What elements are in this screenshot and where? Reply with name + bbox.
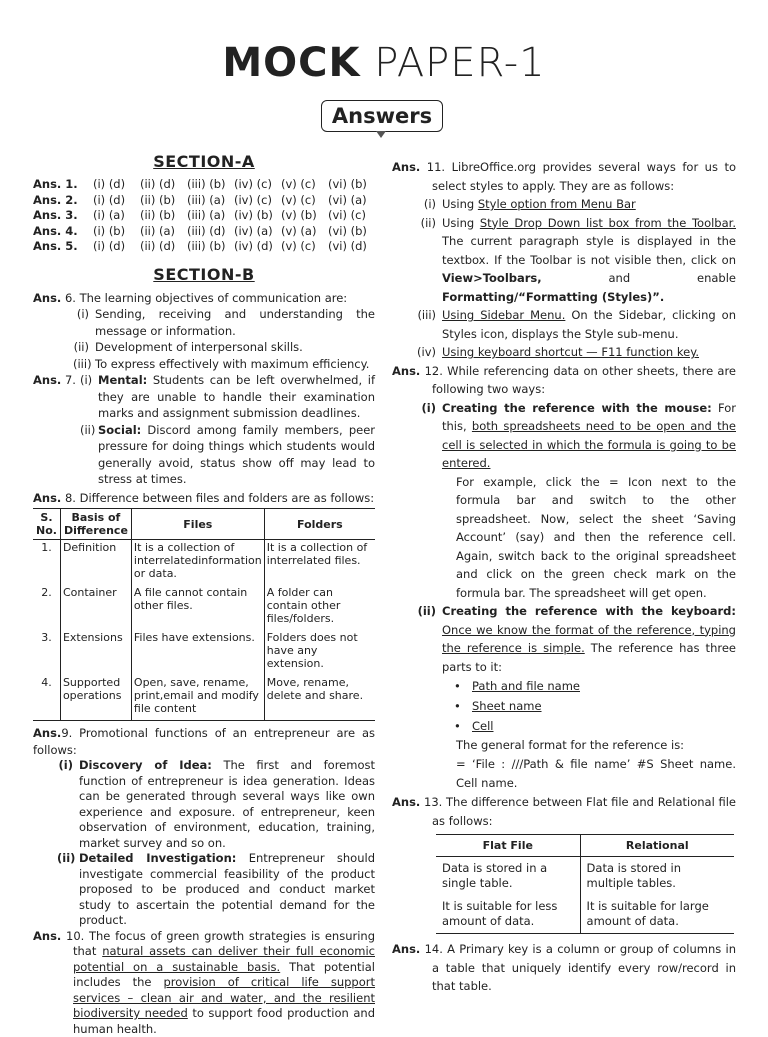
list-item: (iv) Using keyboard shortcut — F11 function key.: [416, 343, 736, 362]
table-cell: 3.: [33, 630, 60, 675]
table-header: Folders: [264, 509, 375, 540]
left-column: [33, 152, 375, 1037]
table-header: S. No.: [33, 509, 60, 540]
answer-cell: (i) (a): [93, 208, 140, 224]
bullet-icon: •: [454, 676, 472, 696]
table-cell: A folder can contain other files/folders.: [264, 585, 375, 630]
format-intro: The general format for the reference is:: [392, 736, 736, 755]
ans-label: Ans.: [33, 291, 61, 305]
answer-cell: (ii) (d): [140, 239, 187, 255]
list-item: (i) Creating the reference with the mouse: For this, both spreadsheets need to be open and the cell is selected in which the formula is going to be entered.: [416, 399, 736, 473]
reference-parts-list: [392, 676, 736, 736]
list-item: (iii) Using Sidebar Menu. On the Sidebar, clicking on Styles icon, displays the Style sub-menu.: [416, 306, 736, 343]
answer-row: Ans. 4. (i) (b) (ii) (a) (iii) (d) (iv) (a) (v) (a) (vi) (b): [33, 224, 375, 240]
table-cell: Definition: [60, 540, 131, 586]
flat-relational-table: [436, 834, 734, 934]
list-item: (ii) Using Style Drop Down list box from the Toolbar. The current paragraph style is displayed in the textbox. If the Toolbar is not visible then, click on View>Toolbars, and enable Formatting/“Formatting (Styles)”.: [416, 214, 736, 307]
answer-cell: (i) (d): [93, 193, 140, 209]
answer-cell: (iii) (b): [187, 239, 234, 255]
table-header: Basis of Difference: [60, 509, 131, 540]
table-cell: 1.: [33, 540, 60, 586]
table-cell: A file cannot contain other files.: [131, 585, 264, 630]
table-cell: Move, rename, delete and share.: [264, 675, 375, 721]
answer-cell: (iii) (a): [187, 193, 234, 209]
answer-13: Ans. 13. The difference between Flat file and Relational file as follows:: [392, 793, 736, 830]
table-header: Files: [131, 509, 264, 540]
answer-11: Ans. 11. LibreOffice.org provides several ways for us to select styles to apply. They are as follows:: [392, 158, 736, 195]
title-mock: MOCK: [222, 40, 360, 86]
page-title: [0, 40, 768, 86]
answer-9-items: [33, 758, 375, 929]
list-item: • Path and file name: [392, 676, 736, 696]
answer-8: Ans. 8. Difference between files and folders are as follows:: [33, 490, 375, 507]
answer-cell: (iii) (d): [187, 224, 234, 240]
answer-12: Ans. 12. While referencing data on other sheets, there are following two ways:: [392, 362, 736, 399]
answer-cell: (iii) (b): [187, 177, 234, 193]
answer-6: Ans. 6. The learning objectives of communication are:: [33, 290, 375, 307]
list-item: (i) Sending, receiving and understanding the message or information.: [73, 306, 375, 339]
table-cell: Data is stored in multiple tables.: [580, 857, 734, 896]
bullet-icon: •: [454, 716, 472, 736]
table-row: [33, 675, 375, 721]
list-item: (i) Using Style option from Menu Bar: [416, 195, 736, 214]
table-cell: Open, save, rename, print,email and modify file content: [131, 675, 264, 721]
answer-cell: (v) (b): [281, 208, 328, 224]
answer-cell: (v) (c): [281, 193, 328, 209]
answer-6-items: [33, 306, 375, 372]
section-b-heading: SECTION-B: [33, 265, 375, 284]
answer-cell: (iv) (a): [234, 224, 281, 240]
badge-arrow-icon: [376, 131, 386, 138]
answer-cell: (vi) (c): [328, 208, 375, 224]
answer-cell: (vi) (b): [328, 177, 375, 193]
answer-cell: (iv) (b): [234, 208, 281, 224]
table-cell: 2.: [33, 585, 60, 630]
answer-cell: (vi) (b): [328, 224, 375, 240]
table-cell: Folders does not have any extension.: [264, 630, 375, 675]
answer-cell: (ii) (a): [140, 224, 187, 240]
answer-cell: (iv) (c): [234, 193, 281, 209]
table-header: Relational: [580, 835, 734, 857]
list-item: (ii) Detailed Investigation: Entrepreneur should investigate commercial feasibility of the product proposed to be produced and conduct market study to ascertain the potential demand for the product.: [57, 851, 375, 929]
list-item: (ii) Development of interpersonal skills.: [73, 339, 375, 356]
table-row: [33, 585, 375, 630]
table-cell: Container: [60, 585, 131, 630]
table-cell: It is suitable for less amount of data.: [436, 895, 580, 934]
answer-cell: (ii) (b): [140, 193, 187, 209]
answer-cell: (i) (d): [93, 239, 140, 255]
table-row: [436, 857, 734, 896]
answer-9: Ans.9. Promotional functions of an entrepreneur are as follows:: [33, 725, 375, 758]
answer-row: Ans. 5. (i) (d) (ii) (d) (iii) (b) (iv) (d) (v) (c) (vi) (d): [33, 239, 375, 255]
answer-cell: (ii) (d): [140, 177, 187, 193]
answer-cell: (i) (d): [93, 177, 140, 193]
right-column: [392, 158, 736, 996]
answer-14: Ans. 14. A Primary key is a column or group of columns in a table that uniquely identify every row/record in that table.: [392, 940, 736, 996]
table-row: [33, 540, 375, 586]
table-cell: It is a collection of interrelated files.: [264, 540, 375, 586]
answers-badge: Answers: [321, 100, 443, 132]
list-item: (i) Discovery of Idea: The first and foremost function of entrepreneur is idea generation. Ideas can be generated through several ways like own experience and exposure. of entrepreneur, keen observation of environment, education, training, market survey and so on.: [57, 758, 375, 851]
answer-cell: (iv) (c): [234, 177, 281, 193]
table-header: Flat File: [436, 835, 580, 857]
table-cell: Supported operations: [60, 675, 131, 721]
format-text: = ‘File : ///Path & file name’ #S Sheet name. Cell name.: [392, 755, 736, 793]
list-item: (ii) Creating the reference with the keyboard: Once we know the format of the reference, typing the reference is simple. The reference has three parts to it:: [416, 602, 736, 676]
answer-row: Ans. 1. (i) (d) (ii) (d) (iii) (b) (iv) (c) (v) (c) (vi) (b): [33, 177, 375, 193]
table-cell: 4.: [33, 675, 60, 721]
files-folders-table: [33, 508, 375, 721]
table-cell: It is suitable for large amount of data.: [580, 895, 734, 934]
answer-cell: (v) (c): [281, 239, 328, 255]
table-cell: Data is stored in a single table.: [436, 857, 580, 896]
bullet-icon: •: [454, 696, 472, 716]
answer-7-item-2: (ii) Social: Discord among family members, peer pressure for doing things which students would generally avoid, status show off may lead to stress at times.: [33, 422, 375, 488]
section-a-heading: SECTION-A: [33, 152, 375, 171]
title-paper: PAPER-1: [374, 40, 545, 86]
answer-10: Ans. 10. The focus of green growth strategies is ensuring that natural assets can deliver their full economic potential on a sustainable basis. That potential includes the provision of critical life support services – clean air and water, and the resilient biodiversity needed to support food production and human health.: [33, 929, 375, 1037]
section-a-answers: [33, 177, 375, 255]
answer-cell: (v) (c): [281, 177, 328, 193]
answer-cell: (iii) (a): [187, 208, 234, 224]
answer-cell: (vi) (a): [328, 193, 375, 209]
answer-row: Ans. 3. (i) (a) (ii) (b) (iii) (a) (iv) (b) (v) (b) (vi) (c): [33, 208, 375, 224]
table-cell: It is a collection of interrelatedinformation or data.: [131, 540, 264, 586]
table-row: [33, 630, 375, 675]
answer-12-items: [392, 399, 736, 677]
table-row: [436, 895, 734, 934]
answer-7: Ans. 7. (i) Mental: Students can be left overwhelmed, if they are unable to handle their examination marks and assignment submission deadlines.: [33, 372, 375, 422]
answer-cell: (iv) (d): [234, 239, 281, 255]
answer-row: Ans. 2. (i) (d) (ii) (b) (iii) (a) (iv) (c) (v) (c) (vi) (a): [33, 193, 375, 209]
table-cell: Extensions: [60, 630, 131, 675]
answer-11-items: [392, 195, 736, 362]
answer-cell: (vi) (d): [328, 239, 375, 255]
answer-cell: (i) (b): [93, 224, 140, 240]
list-item: • Cell: [392, 716, 736, 736]
list-item: • Sheet name: [392, 696, 736, 716]
answer-12-example: For example, click the = Icon next to the formula bar and switch to the other spreadsheet. Now, select the sheet ‘Saving Account’ (say) and then the reference cell. Again, switch back to the original spreadsheet and click on the green check mark on the formula bar. The spreadsheet will get open.: [416, 473, 736, 603]
table-cell: Files have extensions.: [131, 630, 264, 675]
list-item: (iii) To express effectively with maximum efficiency.: [73, 356, 375, 373]
answer-cell: (ii) (b): [140, 208, 187, 224]
answer-cell: (v) (a): [281, 224, 328, 240]
